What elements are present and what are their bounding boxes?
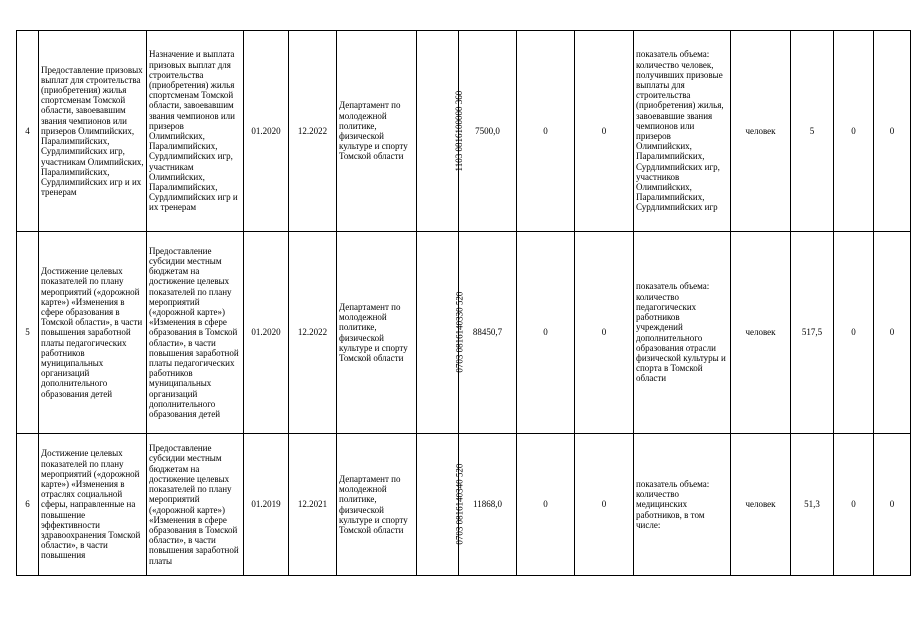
activity-purpose: Предоставление субсидии местным бюджетам на достижение целевых показателей по плану мероприятий («дорожной карте») «Изменения в сфере образования в Томской области», в части повышения заработной платы педагогических работников муниципальных организаций дополнительного образования детей <box>147 232 244 434</box>
funding-value-1: 0 <box>517 434 575 576</box>
unit: человек <box>731 434 791 576</box>
indicator-value-2: 0 <box>834 31 874 232</box>
funding-amount: 11868,0 <box>459 434 517 576</box>
budget-code: 1103 0816100000 360 <box>454 90 465 172</box>
indicator-value-2: 0 <box>834 434 874 576</box>
indicator-value-1: 5 <box>791 31 834 232</box>
start-date: 01.2020 <box>244 31 289 232</box>
indicator: показатель объема: количество медицинских работников, в том числе: <box>634 434 731 576</box>
funding-amount: 7500,0 <box>459 31 517 232</box>
funding-value-2: 0 <box>575 31 634 232</box>
activity-purpose: Предоставление субсидии местным бюджетам на достижение целевых показателей по плану мероприятий («дорожной карте») «Изменения в сфере образования в Томской области», в части повышения заработной платы <box>147 434 244 576</box>
indicator-value-3: 0 <box>874 434 911 576</box>
activity-name: Достижение целевых показателей по плану мероприятий («дорожной карте») «Изменения в сфере образования в Томской области», в части повышения заработной платы педагогических работников муниципальных организаций дополнительного образования детей <box>39 232 147 434</box>
funding-amount: 88450,7 <box>459 232 517 434</box>
row-number: 5 <box>17 232 39 434</box>
funding-value-2: 0 <box>575 434 634 576</box>
executor: Департамент по молодежной политике, физической культуре и спорту Томской области <box>337 232 417 434</box>
indicator: показатель объема: количество человек, получивших призовые выплаты для строительства (приобретения) жилья, завоевавшие звания чемпионов или призеров Олимпийских, Паралимпийских, Сурдлимпийских игр, участников Олимпийских, Паралимпийских, Сурдлимпийских игр <box>634 31 731 232</box>
indicator: показатель объема: количество педагогических работников учреждений дополнительного образования отрасли физической культуры и спорта в Томской области <box>634 232 731 434</box>
end-date: 12.2022 <box>289 31 337 232</box>
unit: человек <box>731 31 791 232</box>
funding-value-1: 0 <box>517 232 575 434</box>
row-number: 6 <box>17 434 39 576</box>
start-date: 01.2020 <box>244 232 289 434</box>
budget-code: 0703 0816140330 520 <box>454 291 465 373</box>
budget-code-cell <box>417 434 465 576</box>
indicator-value-1: 517,5 <box>791 232 834 434</box>
executor: Департамент по молодежной политике, физической культуре и спорту Томской области <box>337 31 417 232</box>
budget-code-cell <box>417 232 465 434</box>
indicator-value-1: 51,3 <box>791 434 834 576</box>
end-date: 12.2022 <box>289 232 337 434</box>
budget-code-cell <box>417 31 465 232</box>
row-number: 4 <box>17 31 39 232</box>
program-activities-table <box>16 30 911 576</box>
table-row <box>17 232 911 434</box>
table-row <box>17 31 911 232</box>
start-date: 01.2019 <box>244 434 289 576</box>
indicator-value-2: 0 <box>834 232 874 434</box>
activity-name: Предоставление призовых выплат для строительства (приобретения) жилья спортсменам Томской области, завоевавшим звания чемпионов или призеров Олимпийских, Паралимпийских, Сурдлимпийских игр, участникам Олимпийских, Паралимпийских, Сурдлимпийских игр и их тренерам <box>39 31 147 232</box>
indicator-value-3: 0 <box>874 31 911 232</box>
end-date: 12.2021 <box>289 434 337 576</box>
funding-value-2: 0 <box>575 232 634 434</box>
unit: человек <box>731 232 791 434</box>
indicator-value-3: 0 <box>874 232 911 434</box>
budget-code: 0703 0816140340 520 <box>454 463 465 545</box>
activity-name: Достижение целевых показателей по плану мероприятий («дорожной карте») «Изменения в отраслях социальной сферы, направленные на повышение эффективности здравоохранения Томской области», в части повышения <box>39 434 147 576</box>
table-row <box>17 434 911 576</box>
activity-purpose: Назначение и выплата призовых выплат для строительства (приобретения) жилья спортсменам Томской области, завоевавшим звания чемпионов или призеров Олимпийских, Паралимпийских, Сурдлимпийских игр, участникам Олимпийских, Паралимпийских, Сурдлимпийских игр и их тренерам <box>147 31 244 232</box>
funding-value-1: 0 <box>517 31 575 232</box>
executor: Департамент по молодежной политике, физической культуре и спорту Томской области <box>337 434 417 576</box>
